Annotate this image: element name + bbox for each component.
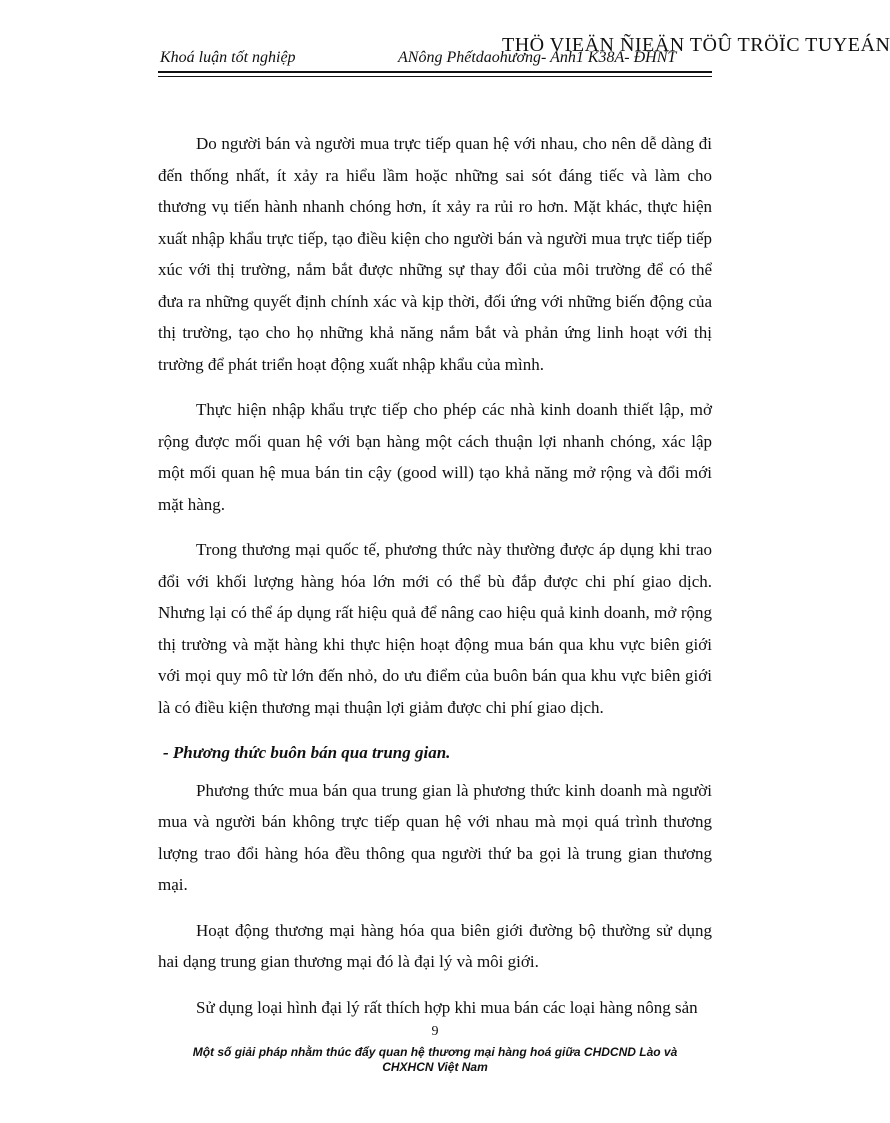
header-rule-thick: [158, 71, 712, 73]
paragraph-5: Hoạt động thương mại hàng hóa qua biên giới đường bộ thường sử dụng hai dạng trung gian thương mại đó là đại lý và môi giới.: [158, 920, 712, 971]
watermark-text: THÖ VIEÄN ÑIEÄN TÖÛ TRÖÏC TUYEÁN: [502, 34, 890, 56]
page-body: [158, 128, 712, 1037]
footer-line-1: Một số giải pháp nhằm thúc đẩy quan hệ thương mại hàng hoá giữa CHDCND Lào và: [192, 1045, 678, 1059]
paragraph-6: Sử dụng loại hình đại lý rất thích hợp khi mua bán các loại hàng nông sản: [196, 997, 698, 1017]
footer-line-2: CHXHCN Việt Nam: [382, 1060, 488, 1074]
page-number: 9: [431, 1024, 439, 1039]
header-rule-thin: [158, 76, 712, 77]
paragraph-2: Thực hiện nhập khẩu trực tiếp cho phép các nhà kinh doanh thiết lập, mở rộng được mối quan hệ với bạn hàng một cách thuận lợi nhanh chóng, xác lập một mối quan hệ mua bán tin cậy (good will) tạo khả năng mở rộng và đổi mới mặt hàng.: [158, 400, 712, 514]
section-heading: - Phương thức buôn bán qua trung gian.: [163, 743, 451, 762]
header-right-author: ANông Phếtdaohương- Anh1 K38A- ĐHNT: [398, 49, 677, 66]
paragraph-3: Trong thương mại quốc tế, phương thức này thường được áp dụng khi trao đổi với khối lượng hàng hóa lớn mới có thể bù đắp được chi phí giao dịch. Nhưng lại có thể áp dụng rất hiệu quả để nâng cao hiệu quả kinh doanh, mở rộng thị trường và mặt hàng khi thực hiện hoạt động mua bán qua khu vực biên giới với mọi quy mô từ lớn đến nhỏ, do ưu điểm của buôn bán qua khu vực biên giới là có điều kiện thương mại thuận lợi giảm được chi phí giao dịch.: [158, 540, 712, 717]
header-left-title: Khoá luận tốt nghiệp: [160, 49, 296, 66]
paragraph-1: Do người bán và người mua trực tiếp quan hệ với nhau, cho nên dễ dàng đi đến thống nhất, ít xảy ra hiểu lầm hoặc những sai sót đáng tiếc và làm cho thương vụ tiến hành nhanh chóng hơn, ít xảy ra rủi ro hơn. Mặt khác, thực hiện xuất nhập khẩu trực tiếp, tạo điều kiện cho người bán và người mua trực tiếp tiếp xúc với thị trường, nắm bắt được những sự thay đổi của môi trường để có thể đưa ra những quyết định chính xác và kịp thời, đối ứng với những biến động của thị trường, tạo cho họ những khả năng nắm bắt và phản ứng linh hoạt với thị trường để phát triển hoạt động xuất nhập khẩu của mình.: [158, 134, 712, 374]
paragraph-4: Phương thức mua bán qua trung gian là phương thức kinh doanh mà người mua và người bán không trực tiếp quan hệ với nhau mà mọi quá trình thương lượng trao đổi hàng hóa đều thông qua người thứ ba gọi là trung gian thương mại.: [158, 780, 712, 894]
footer: [158, 1045, 712, 1075]
